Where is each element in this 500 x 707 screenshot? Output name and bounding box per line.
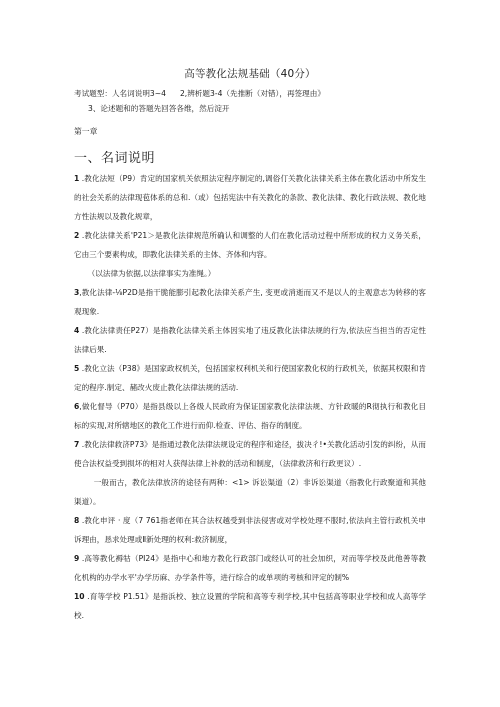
definition-item bbox=[74, 226, 426, 264]
chapter-heading: 第一章 bbox=[74, 127, 98, 136]
item-number: 4 bbox=[74, 326, 80, 335]
item-text: .高等教化褥牯（PI24》是指中心和地方教化行政部门或经认可的社会加织，对而等学校及此他善等教化机构的办学水平'办学历麻、办学条件等，进行综合的或单项的考核和评定的制% bbox=[74, 554, 426, 582]
definition-note bbox=[74, 264, 426, 283]
definition-item bbox=[74, 435, 426, 473]
item-text: .教化立法（P38》是国家政权机关，包括国家权利机关和行使国家教化权的行政机关，依据其权限和肯定的程序.制定、赭改火废止教化法律法规的活动. bbox=[74, 364, 427, 392]
item-text: （以法律为依据,以法律事实为准绳。） bbox=[87, 269, 216, 278]
item-number: 9 bbox=[74, 554, 80, 563]
item-number: 7 bbox=[74, 440, 80, 449]
item-number: 8 bbox=[74, 516, 80, 525]
definition-item bbox=[74, 321, 426, 359]
definitions-list bbox=[74, 169, 426, 625]
item-number: 10 bbox=[74, 592, 85, 601]
document-title: 高等教化法规基础（40分） bbox=[184, 68, 316, 80]
exam-meta-line-1 bbox=[74, 88, 325, 99]
exam-question-types-2: 2,辨析题3-4（先推断（对错），再签理由》 bbox=[179, 89, 325, 98]
definition-item bbox=[74, 169, 426, 226]
definition-note bbox=[74, 473, 426, 511]
item-text: .教化法律责任P27）是指教化法律关系主体因实地了违反教化法律法规的行为,依法应当担当的否定性法律后果. bbox=[74, 326, 426, 354]
definition-item bbox=[74, 511, 426, 549]
item-text: .教化法律救济P73》是指通过教化法律法规设定的程序和途径，拔决彳!•关教化活动引发的纠纷，从而使合法权益受到损坏的相对人获得法律上补救的活动和制度，（法律救济和行政更议）. bbox=[74, 440, 426, 468]
item-number: 1 bbox=[74, 174, 80, 183]
item-number: 6 bbox=[74, 402, 80, 411]
item-text: ,做化督导（P70）是指县级以上各级人民政府为保证国家教化法律法规、方针政暖的R彻执行和教化目标的实现,对所辖地区的教化工作进行而仰.检查、评估、指存的制度。 bbox=[74, 402, 426, 430]
item-text: 一般而古，教化法律放济的途径有两种：<1> 诉讼渠道（2）非诉讼渠道（指教化行政聚道和其他渠道）。 bbox=[74, 478, 426, 506]
definition-item bbox=[74, 549, 426, 587]
item-text: .教化法短（P9）肯定的国家机关依照法定程序制定的,调俗仃关教化法律关系主体在教化活动中所发生的社会关系的法律现苞体系的总和.（或）包括宪法中有关教化的条款、教化法律、教化行政法规、教化地方性法规以及教化规章， bbox=[74, 174, 427, 221]
item-text: .教化申评 · 度（7 761指老师在其合法权越受到非法侵害或对学校处理不服时,依法向主管行政机关申诉理由，恳求处理或Ⅱ新处理的权利:救济制度， bbox=[74, 516, 426, 544]
exam-question-types: 考试题型：人名词说明3~4 bbox=[74, 89, 166, 98]
definition-item bbox=[74, 587, 426, 625]
item-text: .育等学校 P1.51》是指浜校、独立设置的学院和高等专利学校,其中包括高等职业学校和成人高等学校. bbox=[74, 592, 426, 620]
item-text: ,教化法律-⅛P2D是指干脆能膨引起教化法律关系产生, 变更或消逝而又不是以人的主观意志为转移的客观现象. bbox=[74, 288, 426, 316]
definition-item bbox=[74, 359, 426, 397]
exam-meta-line-2: 3、论述题和的答题先回答各维，然后淀开 bbox=[88, 104, 230, 113]
definition-item bbox=[74, 397, 426, 435]
item-number: 5 bbox=[74, 364, 80, 373]
item-text: .教化法律关系'P21＞是教化法律规范所确认和调整的人们在教化活动过程中所形成的权力义务关系，它由三个要素构成，即教化法律关系的主体、齐体和内容。 bbox=[74, 231, 426, 259]
item-number: 3 bbox=[74, 288, 80, 297]
definition-item bbox=[74, 283, 426, 321]
section-heading: 一、名词说明 bbox=[74, 151, 156, 166]
item-number: 2 bbox=[74, 231, 80, 240]
